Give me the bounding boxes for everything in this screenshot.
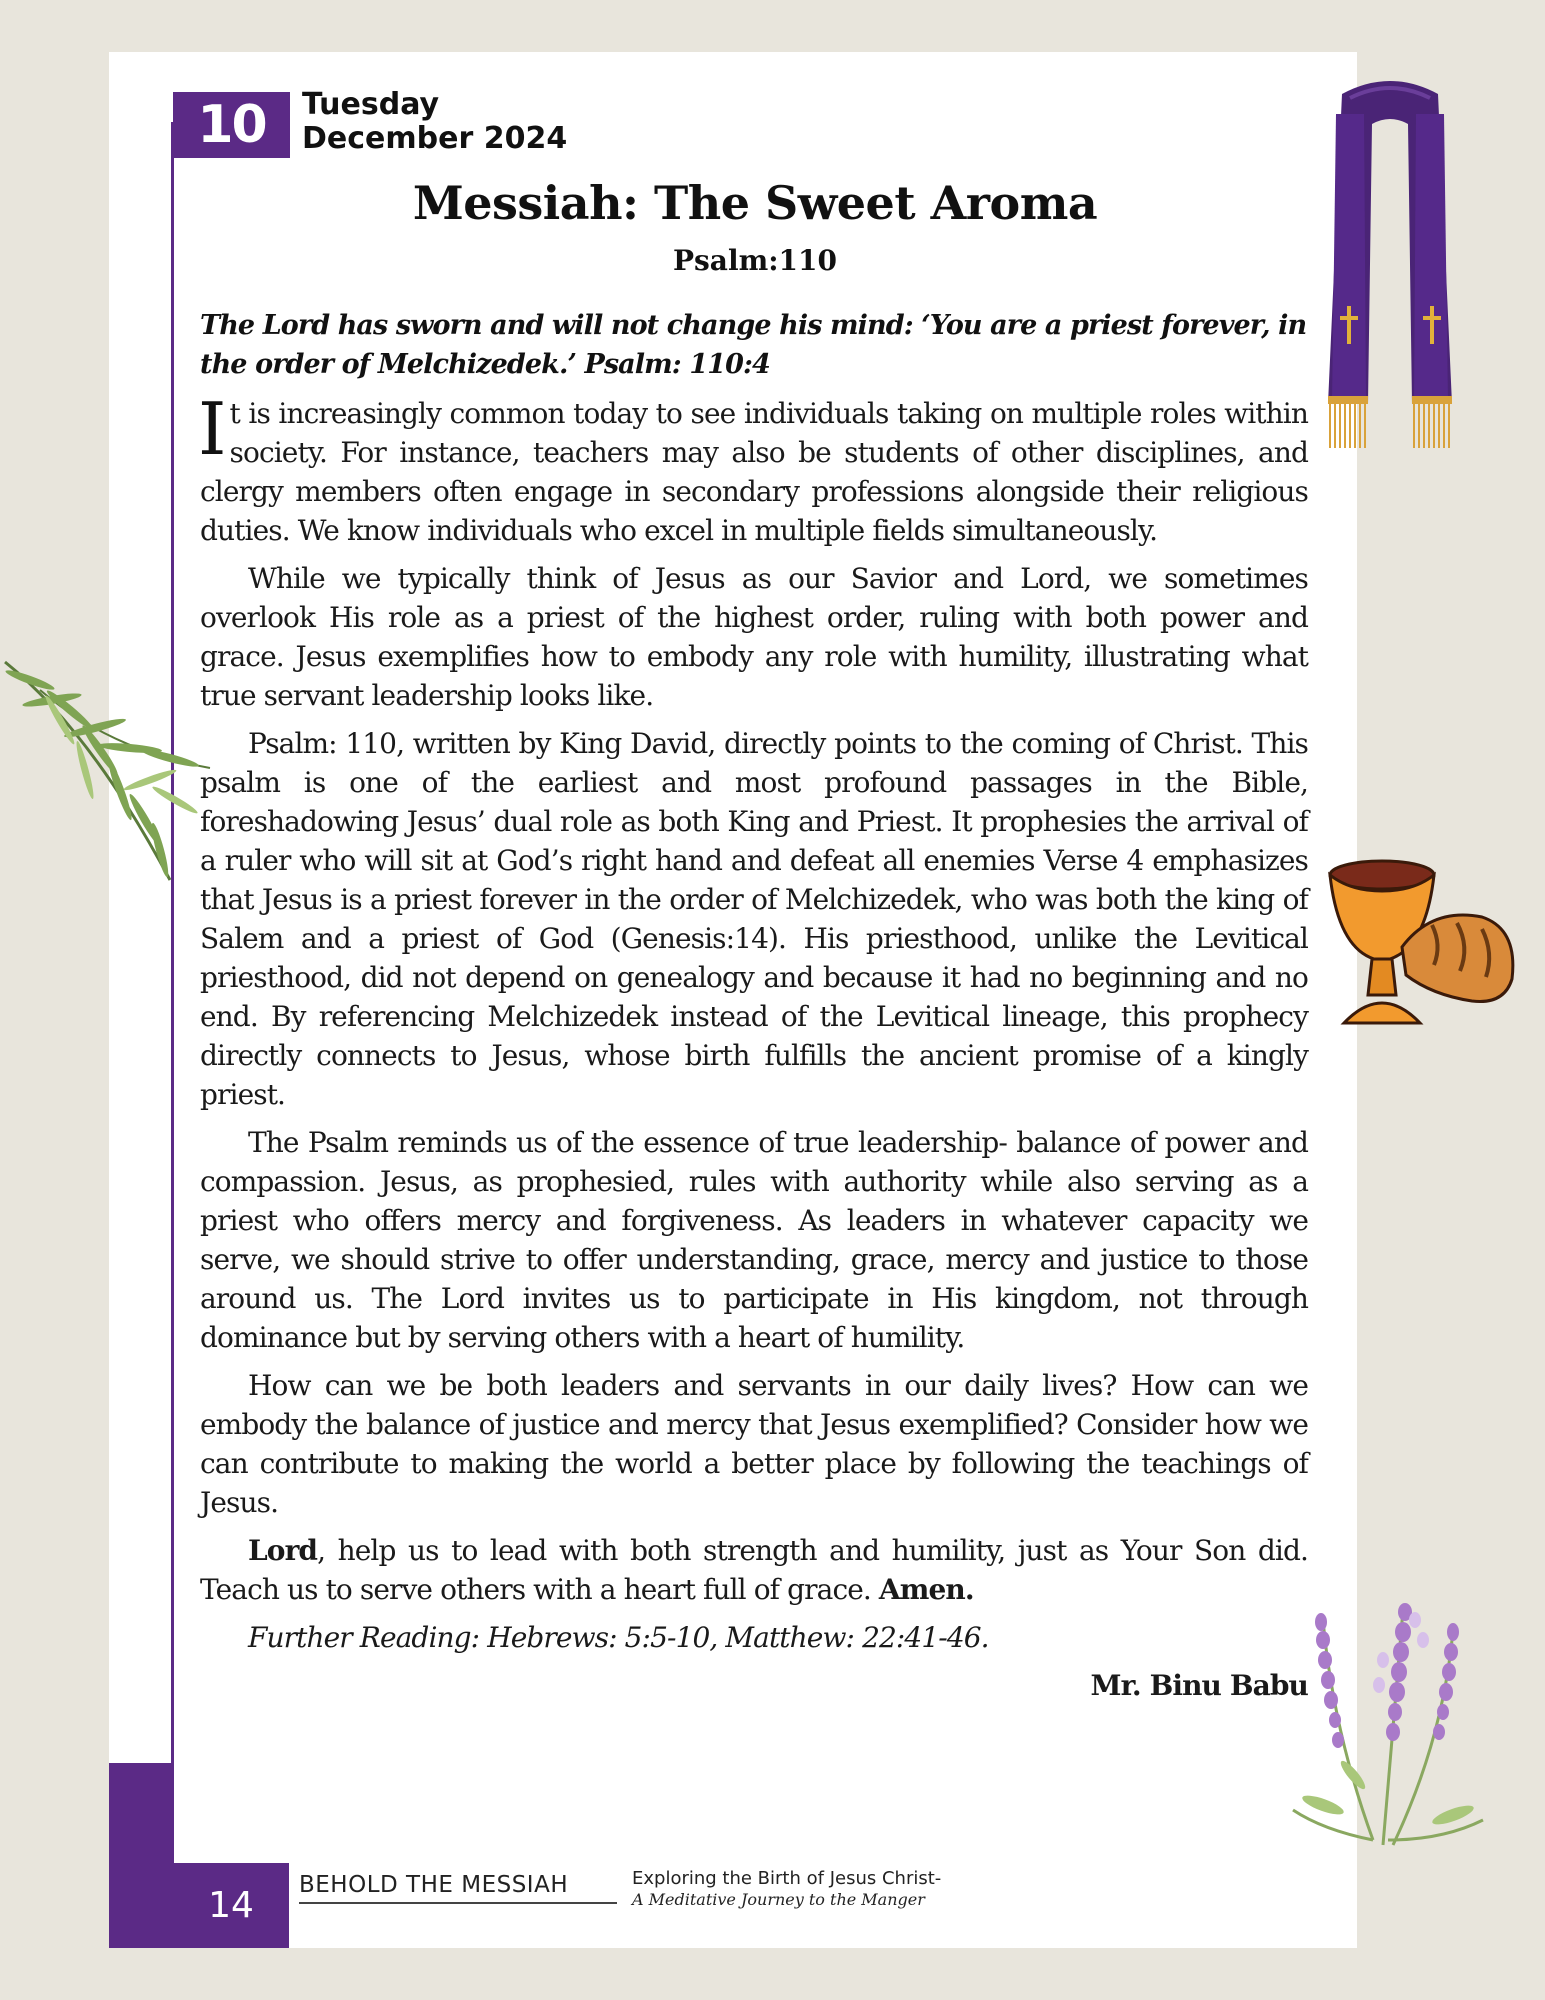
scripture-reference: Psalm:110 xyxy=(672,244,837,277)
purple-stole-icon xyxy=(1320,74,1460,454)
book-tagline-italic: A Meditative Journey to the Manger xyxy=(632,1890,925,1909)
prayer-amen: Amen. xyxy=(878,1573,974,1606)
book-tagline: Exploring the Birth of Jesus Christ- xyxy=(632,1868,942,1889)
prayer-text: , help us to lead with both strength and humility, just as Your Son did. Teach us to serve others with a heart full of grace. xyxy=(200,1534,1308,1606)
month-year: December 2024 xyxy=(302,121,568,156)
epigraph-verse: The Lord has sworn and will not change his mind: ‘You are a priest forever, in the order of Melchizedek.’ Psalm: 110:4 xyxy=(200,310,1307,380)
weekday: Tuesday xyxy=(302,87,440,122)
page-title: Messiah: The Sweet Aroma xyxy=(412,176,1098,230)
book-title: BEHOLD THE MESSIAH xyxy=(299,1872,617,1904)
prayer xyxy=(200,1531,1308,1609)
devotional-body xyxy=(198,387,1308,1714)
paragraph-3: Psalm: 110, written by King David, directly points to the coming of Christ. This psalm is one of the earliest and most profound passages in the Bible, foreshadowing Jesus’ dual role as both King and Priest. It prophesies the arrival of a ruler who will sit at God’s right hand and defeat all enemies Verse 4 emphasizes that Jesus is a priest forever in the order of Melchizedek, who was both the king of Salem and a priest of God (Genesis:14). His priesthood, unlike the Levitical priesthood, did not depend on genealogy and because it had no beginning and no end. By referencing Melchizedek instead of the Levitical lineage, this prophecy directly connects to Jesus, whose birth fulfills the ancient promise of a kingly priest. xyxy=(200,727,1308,1111)
further-reading: Further Reading: Hebrews: 5:5-10, Matthew: 22:41-46. xyxy=(248,1621,989,1654)
day-number-badge: 10 xyxy=(173,92,290,158)
date-label xyxy=(302,88,567,156)
prayer-lead: Lord xyxy=(248,1534,318,1567)
side-rule xyxy=(171,122,174,1892)
chalice-and-bread-icon xyxy=(1322,855,1517,1035)
paragraph-4: The Psalm reminds us of the essence of true leadership- balance of power and compassion. Jesus, as prophesied, rules with authority while also serving as a priest who offers mercy and forgiveness. As leaders in whatever capacity we serve, we should strive to offer understanding, grace, mercy and justice to those around us. The Lord invites us to participate in His kingdom, not through dominance but by serving others with a heart of humility. xyxy=(200,1126,1308,1354)
footer-accent-block xyxy=(109,1763,173,1948)
lavender-sprigs-icon xyxy=(1283,1590,1508,1860)
paragraph-2: While we typically think of Jesus as our Savior and Lord, we sometimes overlook His role as a priest of the highest order, ruling with both power and grace. Jesus exemplifies how to embody any role with humility, illustrating what true servant leadership looks like. xyxy=(200,562,1308,712)
paragraph-1: It is increasingly common today to see individuals taking on multiple roles within society. For instance, teachers may also be students of other disciplines, and clergy members often engage in secondary professions alongside their religious duties. We know individuals who excel in multiple fields simultaneously. xyxy=(198,387,1308,547)
author-name: Mr. Binu Babu xyxy=(1090,1669,1308,1702)
paragraph-5: How can we be both leaders and servants in our daily lives? How can we embody the balance of justice and mercy that Jesus exemplified? Consider how we can contribute to making the world a better place by following the teachings of Jesus. xyxy=(200,1369,1308,1519)
rosemary-branch-icon xyxy=(0,650,215,890)
drop-cap: I xyxy=(198,387,226,471)
page-number: 14 xyxy=(173,1863,289,1948)
